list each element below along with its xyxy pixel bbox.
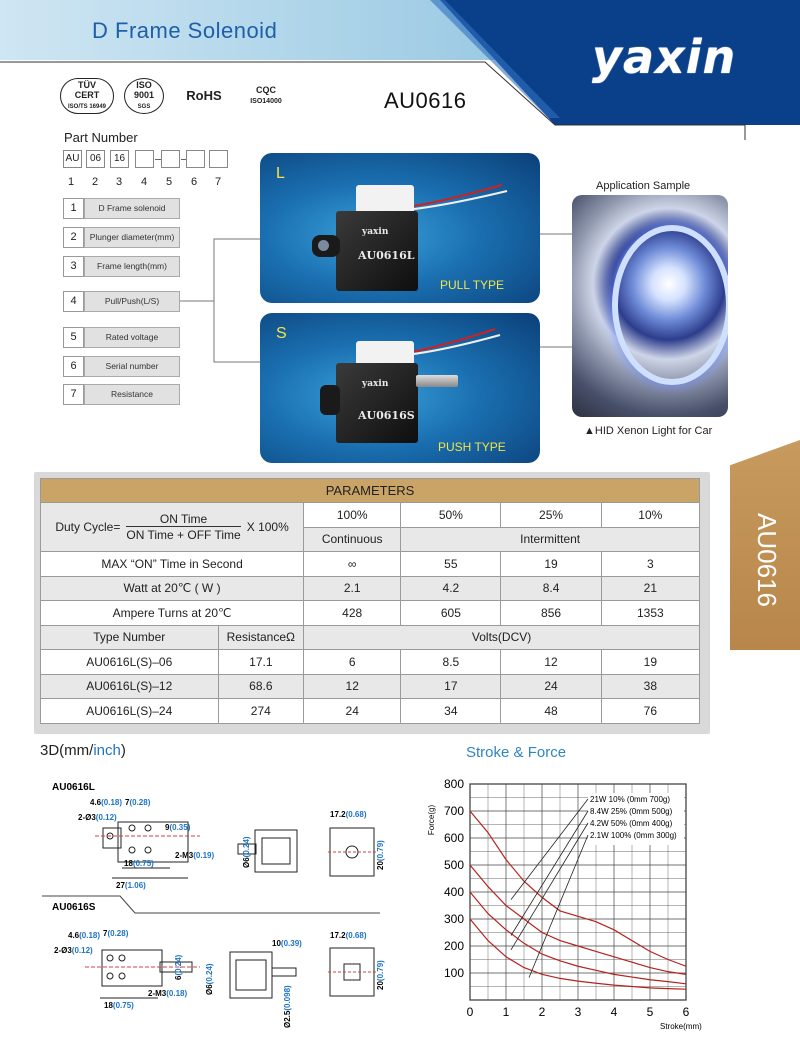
x-tick-label: 2 [538,1005,546,1019]
cell: 19 [501,552,601,577]
engraved-model: AU0616L [358,249,415,262]
cell: 12 [304,674,401,699]
continuous-label: Continuous [304,527,401,552]
dim-label: 10(0.39) [272,939,302,948]
intermittent-label: Intermittent [401,527,700,552]
dim-label: 17.2(0.68) [330,931,367,940]
pull-type-panel [260,153,540,303]
dim-label: Ø6(0.24) [242,836,251,868]
part-index: 1 [68,176,75,188]
x-tick-label: 4 [610,1005,618,1019]
cell: 17 [401,674,501,699]
dim-label: 4.6(0.18) [68,931,101,940]
x-tick-label: 3 [574,1005,582,1019]
cell: 605 [401,601,501,626]
duty-value: 100% [304,503,401,528]
dim-label: 20(0.79) [376,960,385,990]
duty-value: 25% [501,503,601,528]
type-number-header: Type Number [41,625,219,650]
dim-label: Ø2.5(0.098) [283,985,292,1028]
cell: 274 [218,699,304,724]
brand-logo: yaxin [592,30,737,84]
cell: 1353 [601,601,699,626]
part-box [209,150,228,168]
parameters-table [40,478,700,724]
cell: 76 [601,699,699,724]
dim-label: 20(0.79) [376,840,385,870]
y-tick-label: 200 [443,939,464,953]
dim-label: 7(0.28) [103,929,129,938]
type-cell: AU0616L(S)–24 [41,699,219,724]
y-tick-label: 800 [443,777,464,791]
cell: 8.4 [501,576,601,601]
au0616l-label: AU0616L [52,782,95,793]
dim-label: 2-Ø3(0.12) [54,946,93,955]
app-connector-lines [540,232,574,352]
page-title: D Frame Solenoid [92,18,278,43]
y-tick-label: 100 [443,966,464,980]
cell: 8.5 [401,650,501,675]
y-tick-label: 300 [443,912,464,926]
cell: ∞ [304,552,401,577]
svg-text:AU0616: AU0616 [752,513,783,607]
plunger-tab [312,235,340,257]
cell: 4.2 [401,576,501,601]
cell: 17.1 [218,650,304,675]
legend-entry: 2.1W 100% (0mm 300g) [590,831,677,840]
row-label: Ampere Turns at 20℃ [41,601,304,626]
engraved-model: AU0616S [358,409,415,422]
x-axis-label: Stroke(mm) [660,1022,702,1031]
duty-value: 10% [601,503,699,528]
cell: 6 [304,650,401,675]
volts-header: Volts(DCV) [304,625,700,650]
dim-label: 27(1.06) [116,881,146,890]
y-tick-label: 600 [443,831,464,845]
cell: 19 [601,650,699,675]
dim-label: 4.6(0.18) [90,798,123,807]
part-box: AU [63,150,82,168]
engraved-brand: yaxin [362,227,389,237]
iso9001-icon: ISO 9001 SGS [124,78,164,114]
cell: 12 [501,650,601,675]
x-tick-label: 0 [466,1005,474,1019]
part-item: 4 Pull/Push(L/S) [63,291,180,312]
dim-label: 9(0.35) [165,823,191,832]
iso14000-icon: CQC ISO14000 [250,85,282,105]
side-tab-label [730,470,800,650]
model-number: AU0616 [384,88,467,113]
dim-label: Ø6(0.24) [205,963,214,995]
legend-entry: 4.2W 50% (0mm 400g) [590,819,673,828]
push-type-panel [260,313,540,463]
part-box: 16 [110,150,129,168]
chart-title: Stroke & Force [466,744,567,761]
cell: 2.1 [304,576,401,601]
y-tick-label: 500 [443,858,464,872]
cell: 24 [501,674,601,699]
cell: 48 [501,699,601,724]
duty-value: 50% [401,503,501,528]
cell: 856 [501,601,601,626]
stroke-force-chart [420,770,720,1036]
part-item: 6 Serial number [63,356,180,377]
type-cell: AU0616L(S)–06 [41,650,219,675]
part-box [135,150,154,168]
part-box: 06 [86,150,105,168]
cell: 68.6 [218,674,304,699]
plunger-rod [416,375,458,387]
panel-letter: L [276,165,285,182]
part-item: 7 Resistance [63,384,180,405]
dim-label: 2-Ø3(0.12) [78,813,117,822]
cell: 21 [601,576,699,601]
dim-label: 2-M3(0.19) [175,851,215,860]
part-number-title: Part Number [64,130,138,145]
application-caption: ▲HID Xenon Light for Car [584,425,713,437]
cell: 3 [601,552,699,577]
dim-label: 6(0.24) [174,954,183,980]
panel-type-label: PULL TYPE [440,278,505,292]
cell: 34 [401,699,501,724]
part-index: 3 [116,176,123,188]
part-item: 3 Frame length(mm) [63,256,180,277]
part-index: 7 [215,176,222,188]
tuv-cert-icon: TÜV CERT ISO/TS 16949 [60,78,114,114]
engraved-brand: yaxin [362,379,389,389]
part-index: 2 [92,176,99,188]
solenoid-body [336,211,418,291]
part-item: 2 Plunger diameter(mm) [63,227,180,248]
cell: 55 [401,552,501,577]
dim-label: 7(0.28) [125,798,151,807]
part-item: 1 D Frame solenoid [63,198,180,219]
panel-type-label: PUSH TYPE [438,440,506,454]
part-box [161,150,180,168]
row-label: Watt at 20℃ ( W ) [41,576,304,601]
plunger-tab [320,385,340,415]
rohs-icon: RoHS [186,88,222,103]
x-tick-label: 5 [646,1005,654,1019]
dim-label: 2-M3(0.18) [148,989,188,998]
y-tick-label: 700 [443,804,464,818]
resistance-header: ResistanceΩ [218,625,304,650]
dim-label: 17.2(0.68) [330,810,367,819]
au0616s-label: AU0616S [52,902,96,913]
cell: 38 [601,674,699,699]
solenoid-body [336,363,418,443]
dimensions-title: 3D(mm/inch) [40,742,126,759]
dimension-drawings [40,770,400,1040]
au0616s-end-view [328,948,376,996]
au0616l-end-view [328,828,376,876]
panel-letter: S [276,325,287,342]
type-cell: AU0616L(S)–12 [41,674,219,699]
part-index: 6 [191,176,198,188]
legend-entry: 21W 10% (0mm 700g) [590,795,671,804]
row-label: MAX “ON” Time in Second [41,552,304,577]
legend-entry: 8.4W 25% (0mm 500g) [590,807,673,816]
dim-label: 18(0.75) [104,1001,134,1010]
y-tick-label: 400 [443,885,464,899]
x-tick-label: 1 [502,1005,510,1019]
part-item: 5 Rated voltage [63,327,180,348]
cell: 24 [304,699,401,724]
duty-cycle-formula: Duty Cycle= ON Time ON Time + OFF Time X 100% [41,503,304,552]
y-axis-label: Force(g) [427,804,436,836]
hid-light-photo [572,195,728,417]
application-title: Application Sample [596,180,691,192]
part-index: 4 [141,176,148,188]
parameters-title: PARAMETERS [41,479,700,503]
dim-label: 18(0.75) [124,859,154,868]
cell: 428 [304,601,401,626]
part-index: 5 [166,176,173,188]
part-box [186,150,205,168]
x-tick-label: 6 [682,1005,690,1019]
